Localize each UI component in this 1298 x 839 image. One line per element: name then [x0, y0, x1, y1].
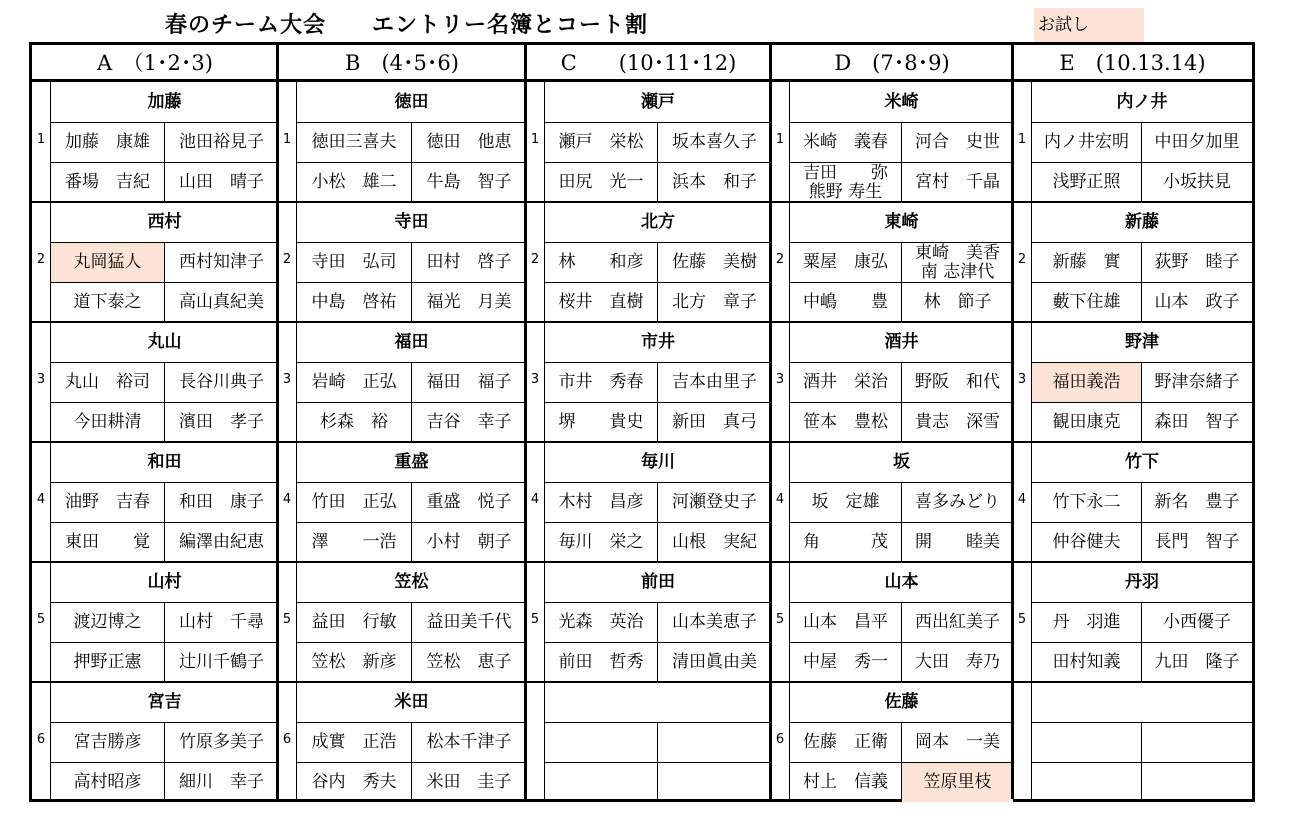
team-name: 笠松 [296, 562, 526, 602]
court-number: 5 [530, 612, 540, 627]
player-name: 西村知津子 [164, 242, 278, 282]
player-name: 道下泰之 [50, 282, 164, 322]
player-name: 野阪 和代 [901, 362, 1013, 402]
court-block [278, 82, 526, 202]
court-number: 3 [775, 372, 785, 387]
player-name: 九田 隆子 [1141, 642, 1252, 682]
player-name: 徳田三喜夫 [296, 122, 411, 162]
team-name: 市井 [544, 322, 771, 362]
team-name: 丹羽 [1031, 562, 1252, 602]
player-name: 益田美千代 [411, 602, 526, 642]
player-name [544, 762, 657, 802]
player-name [657, 762, 771, 802]
player-name: 貴志 深雪 [901, 402, 1013, 442]
player-name: 益田 行敏 [296, 602, 411, 642]
court-block [1013, 562, 1252, 682]
player-name: 丸岡猛人 [50, 242, 164, 282]
player-name: 山本 昌平 [789, 602, 901, 642]
player-name: 岩崎 正弘 [296, 362, 411, 402]
court-block [526, 682, 771, 802]
court-block [771, 82, 1013, 202]
player-name: 杉森 裕 [296, 402, 411, 442]
court-number: 4 [36, 492, 46, 507]
player-name: 小坂扶見 [1141, 162, 1252, 202]
court-number: 3 [36, 372, 46, 387]
player-name: 徳田 他恵 [411, 122, 526, 162]
court-block [1013, 682, 1252, 802]
player-name: 清田眞由美 [657, 642, 771, 682]
court-block [526, 202, 771, 322]
player-name: 竹下永二 [1031, 482, 1141, 522]
column-header-b: B (4･5･6) [278, 45, 526, 82]
court-number: 4 [1017, 492, 1027, 507]
player-name: 押野正憲 [50, 642, 164, 682]
court-block [1013, 442, 1252, 562]
court-block [1013, 82, 1252, 202]
court-block [278, 322, 526, 442]
player-name: 中嶋 豊 [789, 282, 901, 322]
team-name: 西村 [50, 202, 278, 242]
player-name: 渡辺博之 [50, 602, 164, 642]
player-name: 長谷川典子 [164, 362, 278, 402]
team-name: 東崎 [789, 202, 1013, 242]
court-block [278, 202, 526, 322]
player-name: 米崎 義春 [789, 122, 901, 162]
player-name: 坂 定雄 [789, 482, 901, 522]
player-name: 新名 豊子 [1141, 482, 1252, 522]
column-header-c: C (10･11･12) [526, 45, 771, 82]
player-name: 内ノ井宏明 [1031, 122, 1141, 162]
court-number: 1 [1017, 132, 1027, 147]
court-number: 3 [282, 372, 292, 387]
player-name: 藪下住雄 [1031, 282, 1141, 322]
team-name: 前田 [544, 562, 771, 602]
player-name: 牛島 智子 [411, 162, 526, 202]
player-name: 吉本由里子 [657, 362, 771, 402]
player-name: 吉谷 幸子 [411, 402, 526, 442]
player-name: 東田 覚 [50, 522, 164, 562]
court-block [278, 442, 526, 562]
player-name: 市井 秀春 [544, 362, 657, 402]
player-name: 小松 雄二 [296, 162, 411, 202]
player-name: 澤 一浩 [296, 522, 411, 562]
court-block [1013, 322, 1252, 442]
player-name: 竹原多美子 [164, 722, 278, 762]
player-name: 寺田 弘司 [296, 242, 411, 282]
player-name [544, 722, 657, 762]
player-name: 笠松 新彦 [296, 642, 411, 682]
team-name: 山本 [789, 562, 1013, 602]
court-number: 2 [530, 252, 540, 267]
court-block [32, 322, 278, 442]
column-header-a: A （1･2･3) [32, 45, 278, 82]
court-number: 6 [775, 732, 785, 747]
player-name: 開 睦美 [901, 522, 1013, 562]
player-name: 吉田 弥 熊野 寿生 [789, 162, 901, 202]
court-number: 5 [1017, 612, 1027, 627]
player-name: 新藤 實 [1031, 242, 1141, 282]
player-name: 林 和彦 [544, 242, 657, 282]
team-name: 福田 [296, 322, 526, 362]
court-number: 1 [282, 132, 292, 147]
court-block [278, 682, 526, 802]
team-name: 瀬戸 [544, 82, 771, 122]
court-block [526, 562, 771, 682]
player-name: 浅野正照 [1031, 162, 1141, 202]
player-name: 福光 月美 [411, 282, 526, 322]
player-name: 粟屋 康弘 [789, 242, 901, 282]
player-name: 福田義浩 [1031, 362, 1141, 402]
team-name: 和田 [50, 442, 278, 482]
player-name: 酒井 栄治 [789, 362, 901, 402]
team-name: 徳田 [296, 82, 526, 122]
court-block [32, 442, 278, 562]
player-name: 宮村 千晶 [901, 162, 1013, 202]
player-name [1141, 762, 1252, 802]
player-name: 桜井 直樹 [544, 282, 657, 322]
player-name: 仲谷健夫 [1031, 522, 1141, 562]
player-name: 観田康克 [1031, 402, 1141, 442]
player-name: 丹 羽進 [1031, 602, 1141, 642]
court-number: 2 [282, 252, 292, 267]
player-name: 河合 史世 [901, 122, 1013, 162]
player-name: 辻川千鶴子 [164, 642, 278, 682]
court-number: 6 [36, 732, 46, 747]
court-number: 4 [282, 492, 292, 507]
player-name: 西出紅美子 [901, 602, 1013, 642]
team-name [1031, 682, 1252, 722]
team-name: 重盛 [296, 442, 526, 482]
court-block [32, 82, 278, 202]
court-block [32, 562, 278, 682]
player-name: 高山真紀美 [164, 282, 278, 322]
player-name: 山田 晴子 [164, 162, 278, 202]
player-name: 松本千津子 [411, 722, 526, 762]
player-name: 毎川 栄之 [544, 522, 657, 562]
court-block [526, 82, 771, 202]
player-name [1141, 722, 1252, 762]
team-name: 寺田 [296, 202, 526, 242]
player-name: 小村 朝子 [411, 522, 526, 562]
player-name: 村上 信義 [789, 762, 901, 802]
court-number: 5 [282, 612, 292, 627]
court-number: 1 [530, 132, 540, 147]
player-name: 中島 啓祐 [296, 282, 411, 322]
court-number: 4 [530, 492, 540, 507]
player-name: 笠松 恵子 [411, 642, 526, 682]
court-number: 6 [282, 732, 292, 747]
court-number: 1 [775, 132, 785, 147]
player-name: 細川 幸子 [164, 762, 278, 802]
player-name: 編澤由紀恵 [164, 522, 278, 562]
column-header-e: E (10.13.14) [1013, 45, 1252, 82]
team-name: 加藤 [50, 82, 278, 122]
player-name: 河瀬登史子 [657, 482, 771, 522]
court-number: 5 [775, 612, 785, 627]
court-block [32, 682, 278, 802]
player-name: 米田 圭子 [411, 762, 526, 802]
player-name: 宮吉勝彦 [50, 722, 164, 762]
player-name: 福田 福子 [411, 362, 526, 402]
team-name [544, 682, 771, 722]
player-name: 笹本 豊松 [789, 402, 901, 442]
court-number: 3 [530, 372, 540, 387]
player-name: 佐藤 正衛 [789, 722, 901, 762]
player-name: 浜本 和子 [657, 162, 771, 202]
player-name: 加藤 康雄 [50, 122, 164, 162]
player-name [1031, 722, 1141, 762]
player-name [657, 722, 771, 762]
player-name: 長門 智子 [1141, 522, 1252, 562]
player-name: 山本美恵子 [657, 602, 771, 642]
player-name: 番場 吉紀 [50, 162, 164, 202]
team-name: 米崎 [789, 82, 1013, 122]
team-name: 米田 [296, 682, 526, 722]
player-name: 坂本喜久子 [657, 122, 771, 162]
player-name: 谷内 秀夫 [296, 762, 411, 802]
player-name: 佐藤 美樹 [657, 242, 771, 282]
player-name: 田村知義 [1031, 642, 1141, 682]
court-block [771, 202, 1013, 322]
player-name [1031, 762, 1141, 802]
team-name: 竹下 [1031, 442, 1252, 482]
player-name: 荻野 睦子 [1141, 242, 1252, 282]
player-name: 山村 千尋 [164, 602, 278, 642]
court-block [526, 442, 771, 562]
court-block [771, 322, 1013, 442]
player-name: 中屋 秀一 [789, 642, 901, 682]
trial-note: お試し [1034, 8, 1144, 42]
entry-table [29, 42, 1255, 802]
court-block [526, 322, 771, 442]
player-name: 小西優子 [1141, 602, 1252, 642]
player-name: 瀬戸 栄松 [544, 122, 657, 162]
player-name: 竹田 正弘 [296, 482, 411, 522]
team-name: 酒井 [789, 322, 1013, 362]
column-header-d: D (7･8･9) [771, 45, 1013, 82]
player-name: 和田 康子 [164, 482, 278, 522]
court-number: 2 [1017, 252, 1027, 267]
team-name: 北方 [544, 202, 771, 242]
court-number: 5 [36, 612, 46, 627]
team-name: 新藤 [1031, 202, 1252, 242]
player-name: 野津奈緒子 [1141, 362, 1252, 402]
player-name: 堺 貴史 [544, 402, 657, 442]
player-name: 田村 啓子 [411, 242, 526, 282]
team-name: 山村 [50, 562, 278, 602]
player-name: 角 茂 [789, 522, 901, 562]
court-block [771, 562, 1013, 682]
player-name: 成實 正浩 [296, 722, 411, 762]
player-name: 山本 政子 [1141, 282, 1252, 322]
court-block [1013, 202, 1252, 322]
team-name: 内ノ井 [1031, 82, 1252, 122]
player-name: 笠原里枝 [901, 762, 1013, 802]
player-name: 濱田 孝子 [164, 402, 278, 442]
player-name: 光森 英治 [544, 602, 657, 642]
player-name: 森田 智子 [1141, 402, 1252, 442]
court-block [278, 562, 526, 682]
player-name: 喜多みどり [901, 482, 1013, 522]
court-block [32, 202, 278, 322]
team-name: 丸山 [50, 322, 278, 362]
court-number: 3 [1017, 372, 1027, 387]
court-number: 2 [775, 252, 785, 267]
player-name: 林 節子 [901, 282, 1013, 322]
page-title: 春のチーム大会 エントリー名簿とコート割 [165, 13, 649, 38]
court-number: 4 [775, 492, 785, 507]
court-block [771, 682, 1013, 802]
player-name: 油野 吉春 [50, 482, 164, 522]
player-name: 東崎 美香 南 志津代 [901, 242, 1013, 282]
court-number: 2 [36, 252, 46, 267]
player-name: 木村 昌彦 [544, 482, 657, 522]
court-number: 1 [36, 132, 46, 147]
player-name: 丸山 裕司 [50, 362, 164, 402]
player-name: 中田夕加里 [1141, 122, 1252, 162]
player-name: 田尻 光一 [544, 162, 657, 202]
team-name: 宮吉 [50, 682, 278, 722]
player-name: 重盛 悦子 [411, 482, 526, 522]
court-block [771, 442, 1013, 562]
player-name: 池田裕見子 [164, 122, 278, 162]
player-name: 前田 哲秀 [544, 642, 657, 682]
player-name: 大田 寿乃 [901, 642, 1013, 682]
team-name: 坂 [789, 442, 1013, 482]
player-name: 山根 実紀 [657, 522, 771, 562]
team-name: 野津 [1031, 322, 1252, 362]
team-name: 佐藤 [789, 682, 1013, 722]
player-name: 岡本 一美 [901, 722, 1013, 762]
player-name: 新田 真弓 [657, 402, 771, 442]
player-name: 今田耕清 [50, 402, 164, 442]
player-name: 高村昭彦 [50, 762, 164, 802]
team-name: 毎川 [544, 442, 771, 482]
player-name: 北方 章子 [657, 282, 771, 322]
